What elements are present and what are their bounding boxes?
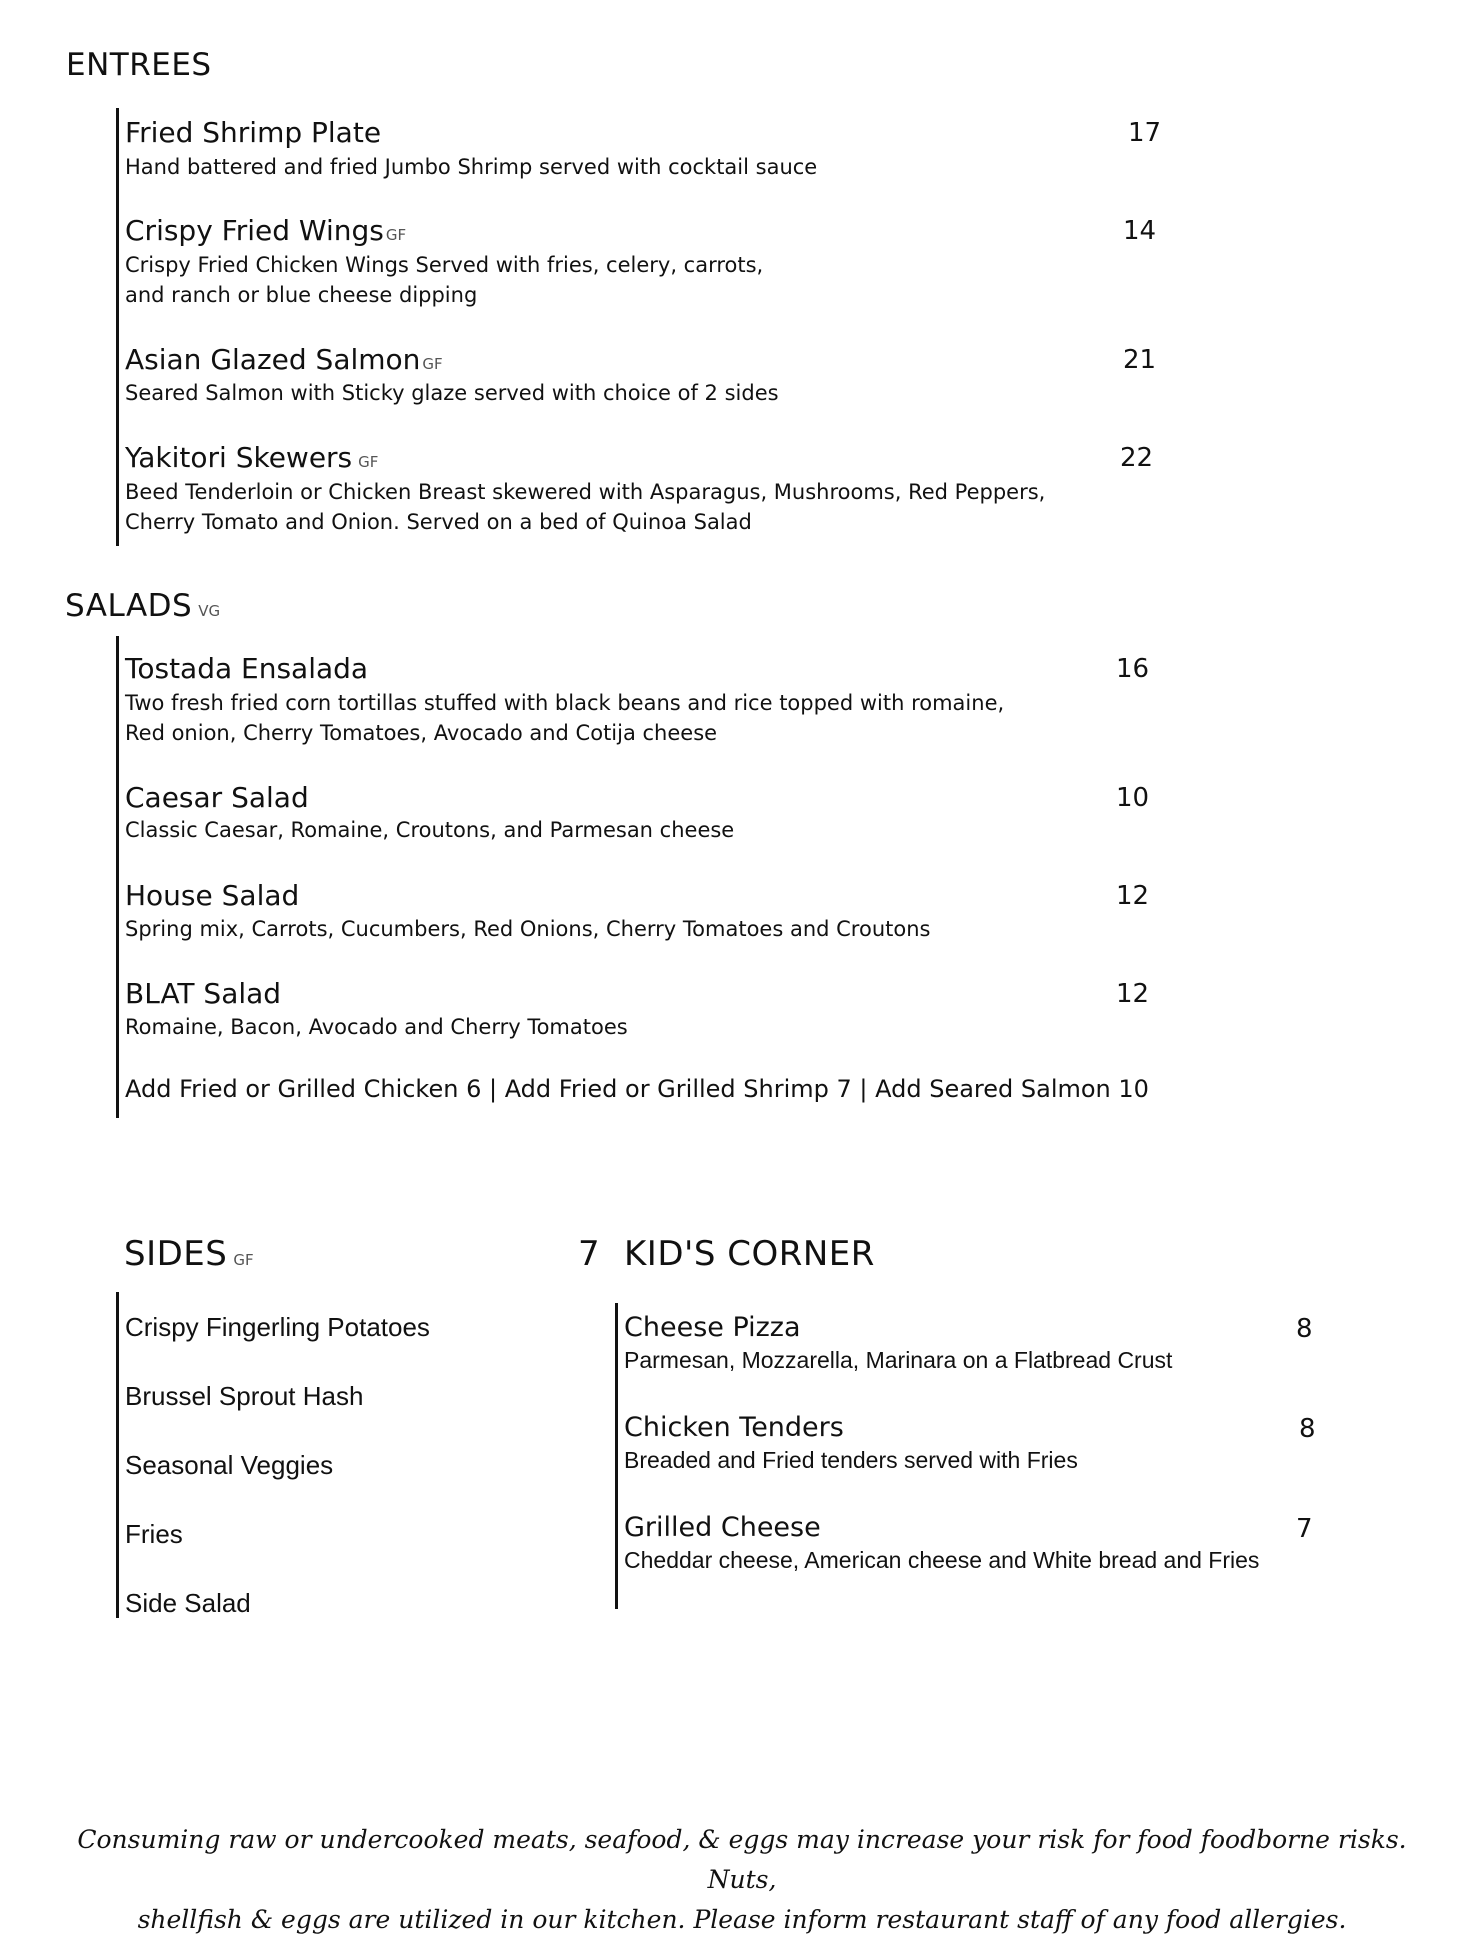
gluten-free-tag: GF: [233, 1251, 254, 1269]
item-price: 16: [1116, 654, 1150, 684]
item-price: 10: [1116, 783, 1150, 813]
salads-divider: [116, 636, 119, 1118]
item-name: House Salad: [125, 879, 300, 912]
side-item: Fries: [125, 1519, 183, 1549]
item-description: and ranch or blue cheese dipping: [125, 283, 478, 307]
item-name: Fried Shrimp Plate: [125, 116, 382, 149]
item-name: Grilled Cheese: [624, 1512, 821, 1543]
item-name: BLAT Salad: [125, 977, 282, 1010]
item-description: Beed Tenderloin or Chicken Breast skewered with Asparagus, Mushrooms, Red Peppers,: [125, 480, 1046, 504]
item-price: 8: [1296, 1314, 1313, 1344]
disclaimer-line: shellfish & eggs are utilized in our kitchen. Please inform restaurant staff of any food allergies.: [137, 1905, 1347, 1934]
item-price: 21: [1123, 345, 1157, 375]
item-description: Cheddar cheese, American cheese and White bread and Fries: [624, 1547, 1260, 1573]
item-description: Two fresh fried corn tortillas stuffed with black beans and rice topped with romaine,: [125, 691, 1005, 715]
item-description: Romaine, Bacon, Avocado and Cherry Tomatoes: [125, 1015, 628, 1039]
item-description: Parmesan, Mozzarella, Marinara on a Flatbread Crust: [624, 1347, 1173, 1373]
item-name: Chicken Tenders: [624, 1412, 844, 1443]
item-description: Classic Caesar, Romaine, Croutons, and Parmesan cheese: [125, 818, 735, 842]
item-description: Crispy Fried Chicken Wings Served with fries, celery, carrots,: [125, 253, 764, 277]
vegetarian-tag: VG: [198, 602, 221, 620]
salads-heading: SALADS VG: [65, 588, 221, 624]
item-description: Seared Salmon with Sticky glaze served with choice of 2 sides: [125, 381, 779, 405]
item-description: Red onion, Cherry Tomatoes, Avocado and Cotija cheese: [125, 721, 718, 745]
entrees-divider: [116, 108, 119, 546]
side-item: Seasonal Veggies: [125, 1450, 334, 1480]
entrees-heading: ENTREES: [66, 47, 212, 83]
item-name: Yakitori Skewers GF: [125, 441, 379, 474]
item-name: Crispy Fried Wings GF: [125, 214, 407, 247]
kids-heading: KID'S CORNER: [624, 1234, 875, 1274]
item-price: 8: [1299, 1414, 1316, 1444]
side-item: Side Salad: [125, 1588, 251, 1618]
item-name: Tostada Ensalada: [125, 652, 369, 685]
side-item: Brussel Sprout Hash: [125, 1381, 364, 1411]
item-name: Cheese Pizza: [624, 1312, 801, 1343]
item-price: 12: [1116, 881, 1150, 911]
side-item: Crispy Fingerling Potatoes: [125, 1312, 430, 1342]
item-price: 7: [1296, 1514, 1313, 1544]
item-price: 12: [1116, 979, 1150, 1009]
sides-price: 7: [578, 1234, 600, 1274]
item-description: Breaded and Fried tenders served with Fries: [624, 1447, 1078, 1473]
salad-addons: Add Fried or Grilled Chicken 6 | Add Fried or Grilled Shrimp 7 | Add Seared Salmon 10: [125, 1075, 1149, 1103]
sides-heading: SIDES GF: [124, 1234, 254, 1274]
item-price: 22: [1120, 443, 1154, 473]
item-description: Spring mix, Carrots, Cucumbers, Red Onions, Cherry Tomatoes and Croutons: [125, 917, 931, 941]
allergy-disclaimer: [40, 1820, 1444, 1940]
item-description: Hand battered and fried Jumbo Shrimp served with cocktail sauce: [125, 155, 818, 179]
item-name: Asian Glazed Salmon GF: [125, 343, 443, 376]
disclaimer-line: Consuming raw or undercooked meats, seafood, & eggs may increase your risk for food foodborne risks. Nuts,: [77, 1825, 1407, 1894]
item-price: 14: [1123, 216, 1157, 246]
gluten-free-tag: GF: [422, 355, 443, 373]
gluten-free-tag: GF: [385, 226, 407, 244]
item-price: 17: [1128, 118, 1162, 148]
item-name: Caesar Salad: [125, 781, 309, 814]
sides-divider: [116, 1292, 119, 1618]
gluten-free-tag: GF: [358, 453, 379, 471]
kids-divider: [615, 1303, 618, 1609]
item-description: Cherry Tomato and Onion. Served on a bed of Quinoa Salad: [125, 510, 752, 534]
